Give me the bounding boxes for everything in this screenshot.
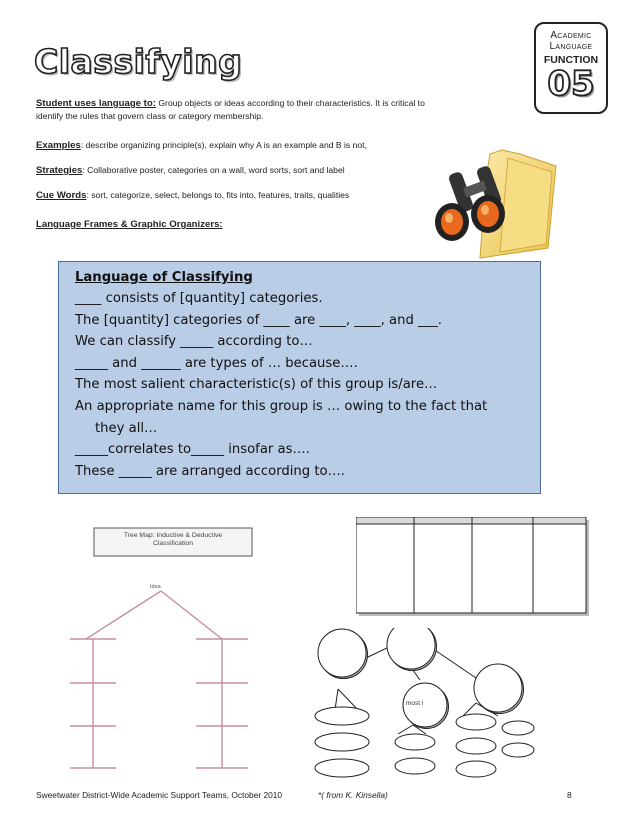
frame-line: _____correlates to_____ insofar as…. bbox=[75, 442, 310, 458]
tree-map-title bbox=[94, 532, 252, 548]
examples-text: describe organizing principle(s), explain why A is an example and B is not, bbox=[85, 140, 367, 150]
tree-map-title-line: Tree Map: Inductive & Deductive bbox=[123, 532, 223, 539]
binoculars-folder-icon bbox=[420, 148, 560, 260]
bubble-web-center-label: most i bbox=[406, 700, 424, 707]
tree-map-organizer bbox=[70, 526, 290, 778]
frames-heading: Language of Classifying bbox=[75, 270, 253, 285]
frame-line: ____ consists of [quantity] categories. bbox=[75, 291, 323, 306]
cue-words-label: Cue Words bbox=[36, 190, 87, 201]
frame-line: they all… bbox=[95, 420, 158, 436]
student-uses-text-2: identify the rules that govern class or category membership. bbox=[36, 111, 264, 121]
page-number: 8 bbox=[567, 790, 572, 800]
badge-line-academic: Academic bbox=[550, 30, 592, 41]
category-table-organizer bbox=[356, 517, 589, 616]
footer-source: *( from K. Kinsella) bbox=[318, 790, 388, 800]
page-title: Classifying bbox=[34, 42, 243, 81]
frame-line: These _____ are arranged according to…. bbox=[75, 463, 345, 479]
footer-credits: Sweetwater District-Wide Academic Support Teams, October 2010 bbox=[36, 790, 283, 800]
student-uses-row bbox=[36, 97, 486, 122]
badge-line-language: Language bbox=[549, 41, 593, 52]
cue-words-text: sort, categorize, select, belongs to, fits into, features, traits, qualities bbox=[91, 190, 350, 200]
badge-function-label: FUNCTION bbox=[543, 54, 599, 66]
frames-row bbox=[36, 218, 486, 231]
student-uses-label: Student uses language to: bbox=[36, 98, 156, 109]
frames-label: Language Frames & Graphic Organizers: bbox=[36, 219, 223, 230]
bubble-web-organizer bbox=[308, 628, 536, 780]
language-frames-box bbox=[58, 261, 541, 494]
frame-line: _____ and ______ are types of … because…. bbox=[75, 355, 358, 371]
frame-line: We can classify _____ according to… bbox=[75, 334, 313, 350]
strategies-row: Strategies: Collaborative poster, categories on a wall, word sorts, sort and label bbox=[36, 165, 345, 176]
tree-map-title-line: Classification bbox=[152, 540, 194, 547]
strategies-label: Strategies bbox=[36, 165, 83, 176]
frame-line: An appropriate name for this group is … owing to the fact that bbox=[75, 398, 488, 414]
examples-row: Examples: describe organizing principle(s), explain why A is an example and B is not, bbox=[36, 140, 367, 151]
frame-line: The most salient characteristic(s) of this group is/are… bbox=[75, 377, 438, 393]
tree-map-top-label: Idea bbox=[150, 584, 161, 590]
badge-number: 05 bbox=[547, 64, 595, 104]
examples-label: Examples bbox=[36, 140, 81, 151]
frame-line: The [quantity] categories of ____ are ____, ____, and ___. bbox=[75, 312, 442, 328]
strategies-text: Collaborative poster, categories on a wall, word sorts, sort and label bbox=[87, 165, 345, 175]
cue-words-row: Cue Words: sort, categorize, select, belongs to, fits into, features, traits, qualities bbox=[36, 190, 350, 201]
tree-map-lines bbox=[70, 526, 290, 778]
academic-language-badge bbox=[534, 22, 608, 114]
student-uses-text: Group objects or ideas according to their characteristics. It is critical to bbox=[158, 98, 425, 108]
